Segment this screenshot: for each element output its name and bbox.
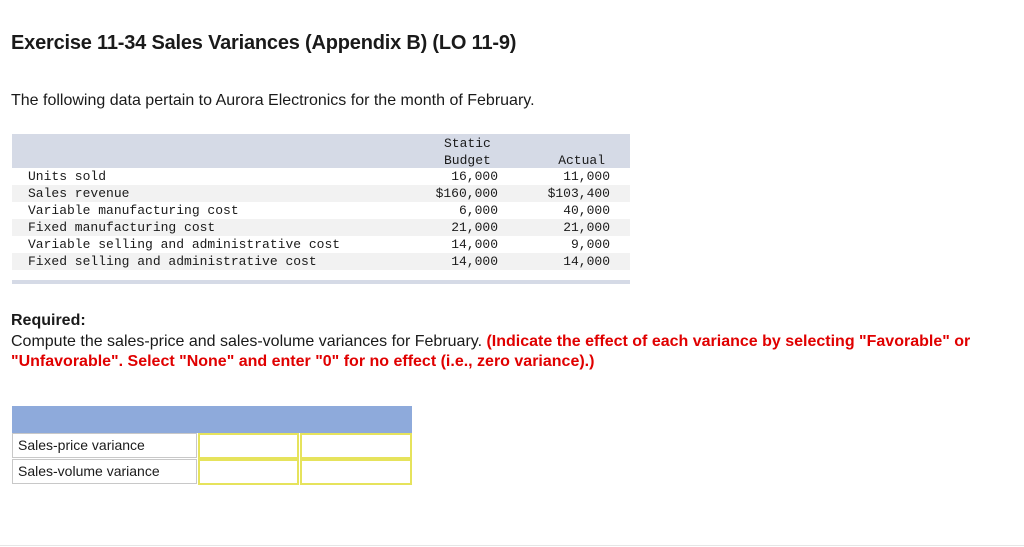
static-budget-value: $160,000 [435, 186, 498, 201]
static-budget-header-line2: Budget [444, 153, 491, 168]
answer-table [12, 406, 412, 486]
answer-table-header [12, 406, 412, 433]
table-row [12, 253, 630, 270]
answer-row-sales-volume [12, 459, 412, 485]
data-table-footer-bar [12, 280, 630, 284]
table-row [12, 236, 630, 253]
actual-header: Actual [558, 153, 605, 168]
data-table [12, 134, 630, 284]
intro-text: The following data pertain to Aurora Electronics for the month of February. [11, 92, 535, 109]
actual-value: 9,000 [570, 237, 610, 252]
table-row [12, 219, 630, 236]
bottom-divider [0, 545, 1024, 546]
table-row [12, 185, 630, 202]
actual-value: 40,000 [563, 203, 610, 218]
static-budget-value: 14,000 [451, 237, 498, 252]
answer-row-label: Sales-price variance [12, 433, 197, 458]
actual-value: 21,000 [563, 220, 610, 235]
row-label: Fixed selling and administrative cost [28, 254, 317, 269]
answer-row-sales-price [12, 433, 412, 459]
table-row [12, 202, 630, 219]
required-label: Required: [11, 312, 86, 329]
static-budget-value: 21,000 [451, 220, 498, 235]
instructions-emphasis: (Indicate the effect of each variance by selecting "Favorable" or "Unfavorable". Select "None" and enter "0" for no effect (i.e., zero variance).) [11, 333, 971, 370]
exercise-title: Exercise 11-34 Sales Variances (Appendix B) (LO 11-9) [11, 32, 517, 54]
table-row [12, 168, 630, 185]
row-label: Variable manufacturing cost [28, 203, 239, 218]
answer-row-label: Sales-volume variance [12, 459, 197, 484]
actual-value: 11,000 [563, 169, 610, 184]
sales-price-amount-input[interactable] [198, 433, 299, 459]
static-budget-value: 6,000 [458, 203, 498, 218]
row-label: Variable selling and administrative cost [28, 237, 341, 252]
static-budget-value: 14,000 [451, 254, 498, 269]
static-budget-value: 16,000 [451, 169, 498, 184]
instructions [11, 332, 1011, 372]
instructions-text: Compute the sales-price and sales-volume variances for February. [11, 333, 487, 350]
actual-value: 14,000 [563, 254, 610, 269]
data-table-header [12, 134, 630, 168]
sales-volume-amount-input[interactable] [198, 459, 299, 485]
sales-price-effect-select[interactable] [300, 433, 412, 459]
row-label: Units sold [28, 169, 107, 184]
row-label: Fixed manufacturing cost [28, 220, 216, 235]
row-label: Sales revenue [28, 186, 130, 201]
static-budget-header-line1: Static [444, 136, 491, 151]
sales-volume-effect-select[interactable] [300, 459, 412, 485]
actual-value: $103,400 [547, 186, 610, 201]
